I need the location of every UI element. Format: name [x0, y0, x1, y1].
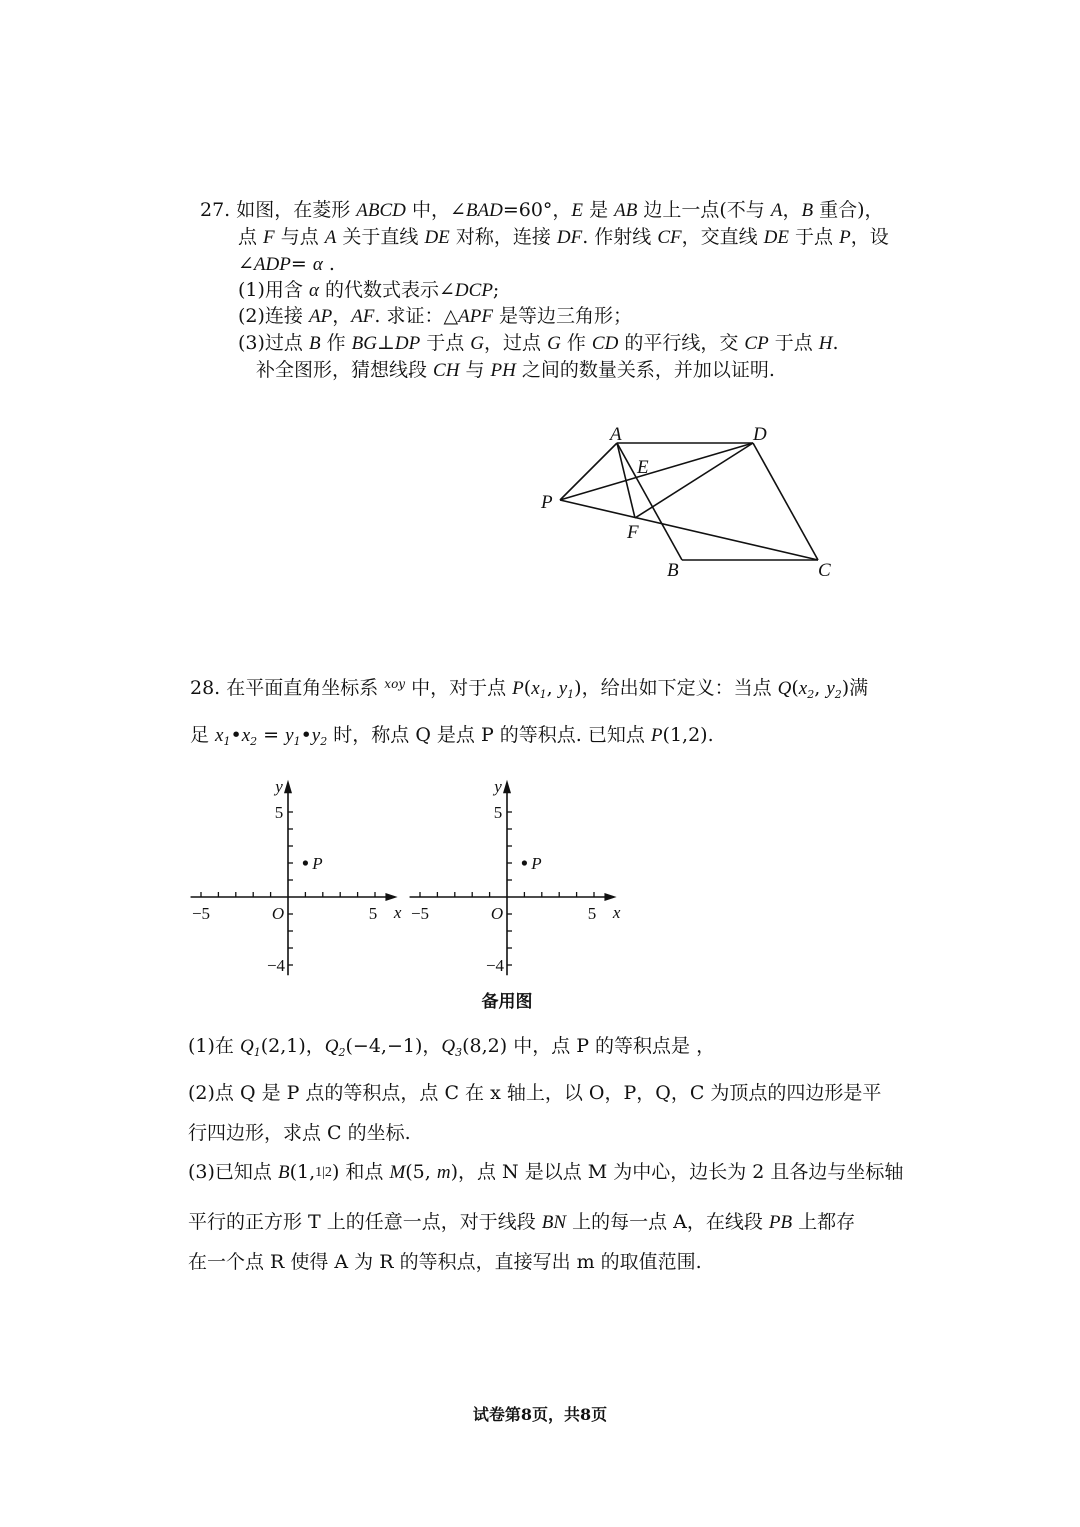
math-symbol: P	[839, 227, 851, 248]
x-max-label: 5	[368, 904, 378, 923]
math-symbol: ADP	[253, 254, 291, 275]
text-segment: (2,1)，	[260, 1035, 325, 1057]
subscript: 1	[539, 688, 547, 701]
y-min-label: −4	[266, 956, 286, 975]
x-min-label: −5	[410, 904, 430, 923]
math-symbol: CP	[744, 333, 769, 354]
math-symbol: Q	[239, 1036, 254, 1057]
text-segment: 于点	[788, 226, 840, 248]
text-segment: (2)点 Q 是 P 点的等积点，点 C 在 x 轴上，以 O，P，Q，C 为顶点的四边形是平	[188, 1082, 882, 1104]
y-axis-label: y	[275, 776, 283, 796]
math-symbol: Q	[441, 1036, 456, 1057]
math-symbol: DCP	[454, 280, 493, 301]
text-segment: (2)连接	[238, 305, 309, 327]
text-segment: 是等边三角形；	[492, 305, 632, 327]
origin-label: O	[490, 904, 504, 923]
text-segment: 对称，连接	[449, 226, 557, 248]
subscript: 1	[253, 1046, 261, 1059]
text-segment: (8,2) 中，点 P 的等积点是 ，	[462, 1035, 716, 1057]
math-symbol: DE	[424, 227, 450, 248]
y-max-label: 5	[274, 803, 284, 822]
text-segment: (	[791, 677, 799, 699]
label-F: F	[627, 522, 639, 543]
subscript: 1	[567, 688, 575, 701]
text-segment: .	[832, 332, 839, 354]
text-segment: 之间的数量关系，并加以证明.	[515, 359, 775, 381]
text-segment: . 作射线	[582, 226, 658, 248]
y-axis-arrow	[284, 780, 292, 794]
text-segment: 重合)，	[813, 199, 884, 221]
text-segment: 与	[459, 359, 491, 381]
math-symbol: APF	[458, 306, 493, 327]
math-symbol: BN	[541, 1212, 567, 1233]
math-symbol: M	[389, 1162, 406, 1183]
text-segment: (3)过点	[238, 332, 309, 354]
text-segment: 边上一点(不与	[637, 199, 771, 221]
math-symbol: DF	[556, 227, 583, 248]
text-segment: 平行的正方形 T 上的任意一点，对于线段	[188, 1211, 542, 1233]
math-symbol: y	[558, 678, 568, 699]
x-axis-label: x	[612, 903, 621, 922]
math-symbol: DE	[763, 227, 789, 248]
math-symbol: α	[312, 254, 323, 275]
subscript: 1	[223, 735, 231, 748]
text-segment: 足	[190, 724, 216, 746]
math-symbol: B	[308, 333, 321, 354]
math-symbol: CD	[591, 333, 619, 354]
math-symbol: AB	[614, 200, 638, 221]
math-symbol: CF	[657, 227, 682, 248]
text-segment: =	[290, 253, 313, 275]
text-segment: (5,	[405, 1161, 437, 1183]
text-segment: (	[523, 677, 532, 699]
text-segment: ;	[492, 279, 500, 301]
label-D: D	[753, 424, 767, 445]
text-segment: 作	[560, 332, 592, 354]
point-P	[303, 860, 308, 865]
math-symbol: α	[308, 280, 319, 301]
text-segment: ，交直线	[681, 226, 764, 248]
point-label: P	[531, 854, 542, 873]
text-segment: ，过点	[484, 332, 548, 354]
subscript: 2	[807, 688, 815, 701]
math-symbol: DP	[394, 333, 421, 354]
text-segment: .	[322, 253, 335, 275]
coordinate-graph-1	[191, 777, 402, 975]
y-axis-arrow	[503, 780, 511, 794]
math-symbol: x	[215, 725, 224, 746]
math-symbol: F	[263, 227, 275, 248]
page-footer: 试卷第8页，共8页	[472, 1405, 608, 1424]
math-symbol: PB	[768, 1212, 793, 1233]
text-segment: . 求证：△	[374, 305, 459, 327]
math-symbol: H	[818, 333, 833, 354]
text-segment: 作	[320, 332, 352, 354]
x-axis-arrow	[385, 893, 397, 901]
math-symbol: BAD	[465, 200, 503, 221]
math-symbol: PH	[490, 360, 516, 381]
math-symbol: Q	[777, 678, 792, 699]
text-segment: (−4,−1)，	[345, 1035, 442, 1057]
math-symbol: ABCD	[356, 200, 406, 221]
subscript: 1	[293, 735, 301, 748]
x-axis-arrow	[604, 893, 616, 901]
text-segment: ,	[814, 677, 827, 699]
math-symbol: BG	[351, 333, 377, 354]
text-segment: )，给出如下定义：当点	[574, 677, 778, 699]
text-segment: ，	[782, 199, 802, 221]
subscript: 3	[455, 1046, 463, 1059]
text-segment: •	[300, 724, 312, 746]
y-axis-label: y	[494, 776, 502, 796]
text-segment: (1)在	[188, 1035, 240, 1057]
math-symbol: G	[470, 333, 485, 354]
math-symbol: AF	[351, 306, 375, 327]
text-segment: 上都存	[792, 1211, 856, 1233]
text-segment: ，	[332, 305, 352, 327]
text-segment: 中，∠	[405, 199, 466, 221]
fraction: 1|2	[315, 1165, 332, 1180]
x-min-label: −5	[191, 904, 211, 923]
graph-caption: 备用图	[481, 992, 533, 1011]
math-symbol: CH	[433, 360, 460, 381]
text-segment: 的代数式表示∠	[318, 279, 455, 301]
label-B: B	[667, 560, 679, 581]
text-segment: ⊥	[377, 332, 395, 354]
text-segment: (1)用含	[238, 279, 309, 301]
text-segment: (1,2).	[662, 724, 714, 746]
math-symbol: B	[801, 200, 814, 221]
subscript: 2	[250, 735, 258, 748]
math-symbol: y	[826, 678, 835, 699]
label-C: C	[818, 560, 831, 581]
origin-label: O	[271, 904, 285, 923]
text-segment: 点	[238, 226, 264, 248]
label-P: P	[541, 492, 553, 513]
text-segment: 的平行线，交	[618, 332, 745, 354]
math-symbol: B	[277, 1162, 290, 1183]
math-symbol: m	[436, 1162, 451, 1183]
math-symbol: P	[650, 725, 663, 746]
text-segment: =	[257, 724, 286, 746]
text-segment: 于点	[768, 332, 819, 354]
x-max-label: 5	[587, 904, 597, 923]
subscript: 2	[338, 1046, 346, 1059]
subscript: 2	[320, 735, 328, 748]
math-symbol: Q	[324, 1036, 339, 1057]
math-symbol: y	[285, 725, 294, 746]
text-segment: 中，对于点	[405, 677, 513, 699]
math-symbol: E	[571, 200, 584, 221]
text-segment: (1,	[289, 1161, 316, 1183]
text-segment: 时，称点 Q 是点 P 的等积点. 已知点	[327, 724, 651, 746]
text-segment: 行四边形，求点 C 的坐标.	[188, 1122, 411, 1144]
y-max-label: 5	[493, 803, 503, 822]
text-segment: 上的每一点 A，在线段	[566, 1211, 769, 1233]
text-segment: ) 和点	[331, 1161, 390, 1183]
text-segment: )满	[841, 677, 869, 699]
math-symbol: y	[311, 725, 321, 746]
subscript: 2	[834, 688, 842, 701]
text-segment: 是	[583, 199, 615, 221]
label-E: E	[637, 457, 649, 478]
math-symbol: x	[531, 678, 540, 699]
text-segment: 补全图形，猜想线段	[256, 359, 434, 381]
coordinate-graph-2	[410, 777, 621, 1011]
text-segment: 与点	[274, 226, 325, 248]
math-symbol: x	[241, 725, 251, 746]
text-segment: ∠	[238, 253, 254, 275]
point-P	[522, 860, 527, 865]
text-segment: 于点	[420, 332, 471, 354]
y-min-label: −4	[485, 956, 505, 975]
text-segment: 在一个点 R 使得 A 为 R 的等积点，直接写出 m 的取值范围.	[188, 1251, 702, 1273]
text-segment: ，设	[850, 226, 889, 248]
point-label: P	[312, 854, 323, 873]
math-symbol: P	[512, 678, 524, 699]
text-segment: 27. 如图，在菱形	[200, 199, 357, 221]
math-symbol: A	[770, 200, 783, 221]
superscript: xoy	[384, 677, 406, 691]
text-segment: 关于直线	[336, 226, 425, 248]
text-segment: •	[230, 724, 242, 746]
text-segment: ,	[546, 677, 559, 699]
label-A: A	[610, 424, 622, 445]
text-segment: =60°，	[502, 199, 572, 221]
text-segment: )，点 N 是以点 M 为中心，边长为 2 且各边与坐标轴	[450, 1161, 904, 1183]
math-symbol: A	[324, 227, 337, 248]
math-symbol: AP	[308, 306, 333, 327]
x-axis-label: x	[393, 903, 402, 922]
text-segment: (3)已知点	[188, 1161, 278, 1183]
math-symbol: G	[547, 333, 561, 354]
text-segment: 28. 在平面直角坐标系	[190, 677, 385, 699]
math-symbol: x	[798, 678, 808, 699]
